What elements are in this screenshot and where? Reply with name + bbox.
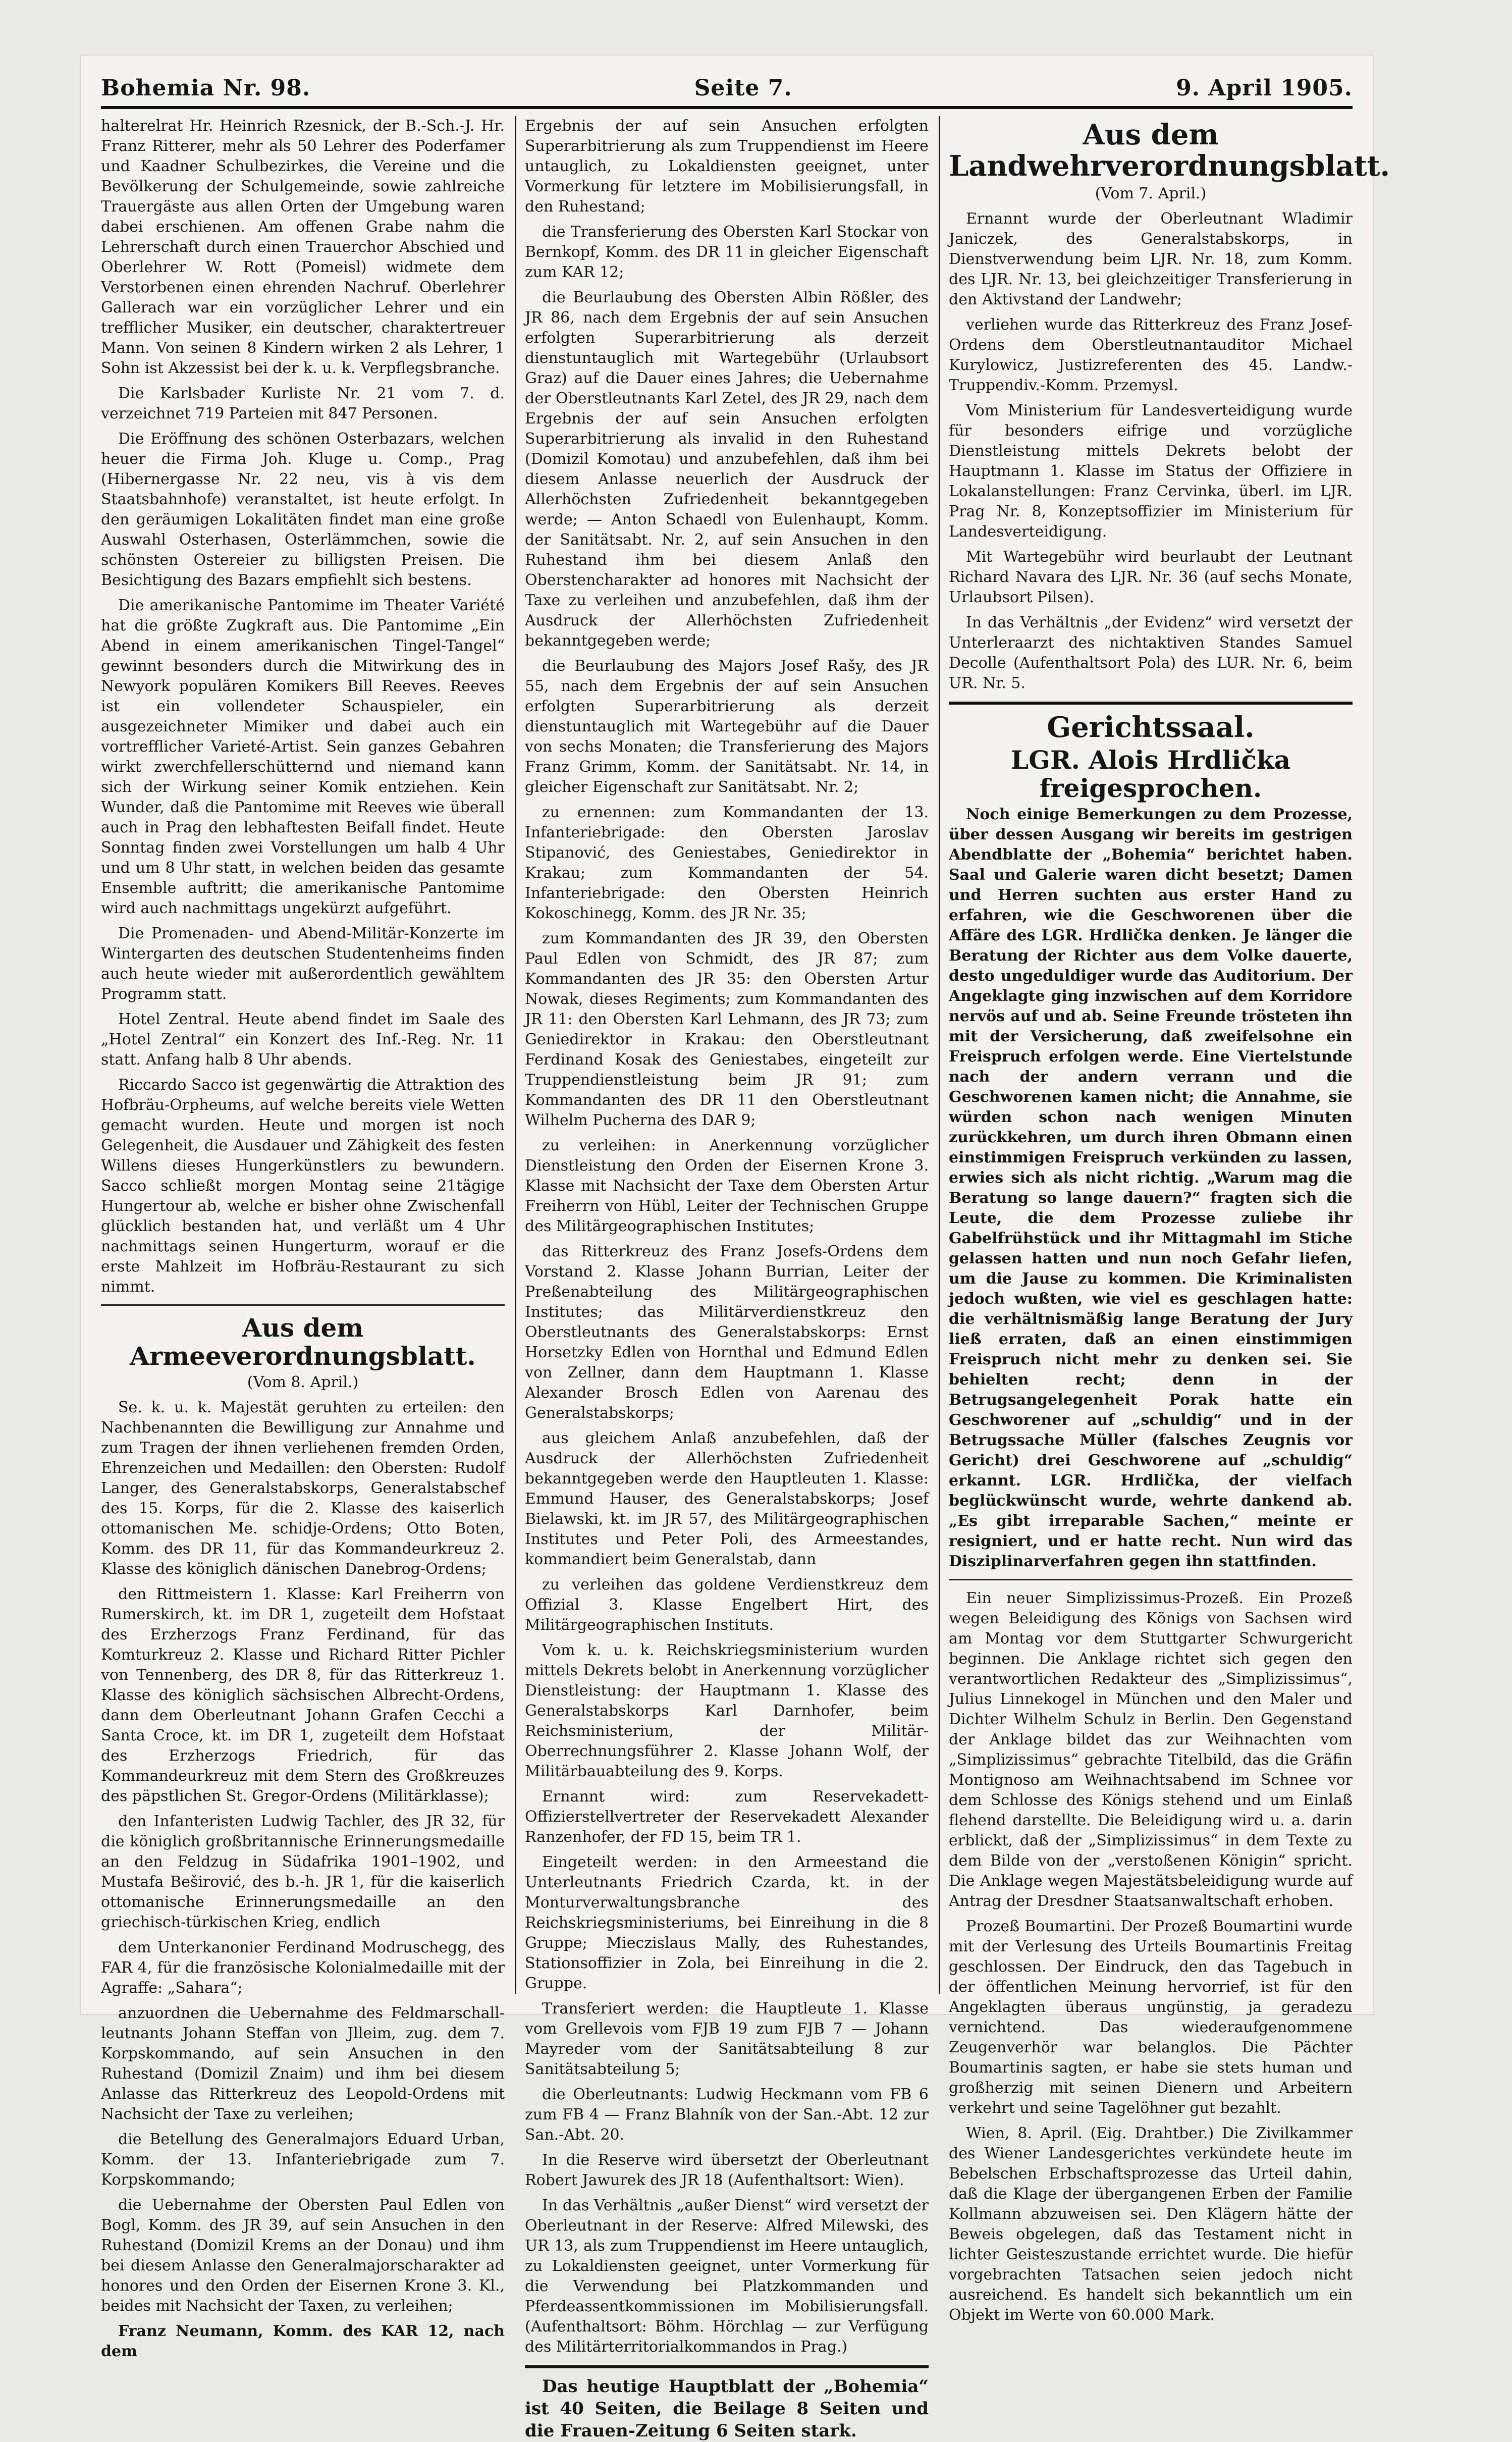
news-item: Prozeß Boumartini. Der Prozeß Boumartini wurde mit der Verlesung des Urteils Boumartinis Freitag geschlossen. Der Eindruck, den das Tagebuch in der öffentlichen Meinung hervorrief, ist für den Angeklagten überaus ungünstig, ja geradezu vernichtend. Das wiederaufgenommene Zeugenverhör war belanglos. Die Pächter Boumartinis sagten, er habe sie stets human und großherzig mit seinen Dienern und Arbeitern verkehrt und seine Tagelöhner gut bezahlt. (949, 1918, 1353, 2117)
news-item: Die Karlsbader Kurliste Nr. 21 vom 7. d. verzeichnet 719 Parteien mit 847 Personen. (101, 385, 505, 422)
column-divider (515, 116, 516, 1994)
paragraph: anzuordnen die Uebernahme des Feldmarschall-leutnants Johann Steffan von Jlleim, zug. dem 7. Korpskommando, auf sein Ansuchen in den Ruhestand (Domizil Znaim) und ihm bei diesem Anlasse das Ritterkreuz des Leopold-Ordens mit Nachsicht der Taxe zu verleihen; (101, 2004, 505, 2123)
header-rule (101, 106, 1353, 109)
paragraph: halterelrat Hr. Heinrich Rzesnick, der B.-Sch.-J. Hr. Franz Ritterer, mehr als 50 Lehrer des Poderfamer und Kaadner Schulbezirkes, die Vereine und die Bevölkerung der Schulgemeinde, sowie zahlreiche Trauergäste aus allen Orten der Umgebung waren dabei erschienen. Am offenen Grabe nahm die Lehrerschaft durch einen Trauerchor Abschied und Oberlehrer W. Rott (Pomeisl) widmete dem Verstorbenen einen ehrenden Nachruf. Oberlehrer Gallerach war ein vorzüglicher Lehrer und ein trefflicher Musiker, ein deutscher, charaktertreuer Mann. Von seinen 8 Kindern wirken 2 als Lehrer, 1 Sohn ist Akzessist bei der k. u. k. Verpflegsbranche. (101, 117, 505, 377)
news-item: Die Promenaden- und Abend-Militär-Konzerte im Wintergarten des deutschen Studentenheims finden auch heute wieder mit außerordentlich gewähltem Programm statt. (101, 925, 505, 1003)
paragraph: Vom Ministerium für Landesverteidigung wurde für besonders eifrige und vorzügliche Dienstleistung mittels Dekrets belobt der Hauptmann 1. Klasse im Status der Offiziere in Lokalanstellungen: Franz Cervinka, überl. im LJR. Prag Nr. 8, Konzeptsoffizier im Ministerium für Landesverteidigung. (949, 402, 1353, 541)
paragraph: die Betellung des Generalmajors Eduard Urban, Komm. der 13. Infanteriebrigade zum 7. Korpskommando; (101, 2131, 505, 2189)
paragraph: zu verleihen: in Anerkennung vorzüglicher Dienstleistung den Orden der Eisernen Krone 3. Klasse mit Nachsicht der Taxe dem Obersten Artur Freiherrn von Hübl, Leiter der Technischen Gruppe des Militärgeographischen Institutes; (525, 1137, 929, 1235)
paragraph: Ernannt wurde der Oberleutnant Wladimir Janiczek, des Generalstabskorps, in Dienstverwendung beim LJR. Nr. 18, zum Komm. des LJR. Nr. 13, bei gleichzeitiger Transferierung in den Aktivstand der Landwehr; (949, 210, 1353, 308)
paragraph: Vom k. u. k. Reichskriegsministerium wurden mittels Dekrets belobt in Anerkennung vorzüglicher Dienstleistung: der Hauptmann 1. Klasse des Generalstabskorps Karl Darnhofer, beim Reichsministerium, der Militär-Oberrechnungsführer 2. Klasse Johann Wolf, der Militärbauabteilung des 9. Korps. (525, 1641, 929, 1780)
news-item: Ein neuer Simplizissimus-Prozeß. Ein Prozeß wegen Beleidigung des Königs von Sachsen wird am Montag vor dem Stuttgarter Schwurgericht beginnen. Die Anklage richtet sich gegen den verantwortlichen Redakteur des „Simplizissimus“, Julius Linnekogel in München und den Maler und Dichter Wilhelm Schulz in Berlin. Den Gegenstand der Anklage bildet das zur Weihnachten vom „Simplizissimus“ gebrachte Titelbild, das die Gräfin Montignoso am Weihnachtsabend im Schnee vor dem Schlosse des Königs stehend und um Einlaß flehend darstellte. Die Beleidigung wird u. a. darin erblickt, daß der „Simplizissimus“ in dem Texte zu dem Bilde von der „verstoßenen Königin“ spricht. Die Anklage wegen Majestätsbeleidigung wurde auf Antrag der Dresdner Staatsanwaltschaft erhoben. (949, 1589, 1353, 1910)
paragraph: die Beurlaubung des Obersten Albin Rößler, des JR 86, nach dem Ergebnis der auf sein Ansuchen erfolgten Superarbitrierung als derzeit dienstuntauglich mit Wartegebühr (Urlaubsort Graz) auf die Dauer eines Jahres; die Uebernahme der Oberstleutnants Karl Zetel, des JR 29, nach dem Ergebnis der auf sein Ansuchen erfolgten Superarbitrierung als invalid in den Ruhestand (Domizil Komotau) und anzubefehlen, daß ihm bei diesem Anlasse neuerlich der Ausdruck der Allerhöchsten Zufriedenheit bekanntgegeben werde; — Anton Schaedl von Eulenhaupt, Komm. der Sanitätsabt. Nr. 2, auf sein Ansuchen in den Ruhestand ihm bei diesem Anlaß den Oberstencharakter ad honores mit Nachsicht der Taxe zu verleihen und anzubefehlen, daß ihm der Ausdruck der Allerhöchsten Zufriedenheit bekanntgegeben werde; (525, 289, 929, 650)
paragraph: dem Unterkanonier Ferdinand Modruschegg, des FAR 4, für die französische Kolonialmedaille mit der Agraffe: „Sahara“; (101, 1939, 505, 1997)
paragraph: Ernannt wird: zum Reservekadett-Offizierstellvertreter der Reservekadett Alexander Ranzenhofer, der FD 15, beim TR 1. (525, 1788, 929, 1846)
paragraph: Ergebnis der auf sein Ansuchen erfolgten Superarbitrierung als zum Truppendienst im Heere untauglich, zu Lokaldiensten geeignet, unter Vormerkung für letztere im Mobilisierungsfall, in den Ruhestand; (525, 117, 929, 216)
paragraph: aus gleichem Anlaß anzubefehlen, daß der Ausdruck der Allerhöchsten Zufriedenheit bekanntgegeben werde den Hauptleuten 1. Klasse: Emmund Hauser, des Generalstabskorps; Josef Bielawski, kt. im JR 57, des Militärgeographischen Institutes und Peter Poli, des Armeestandes, kommandiert beim Generalstab, dann (525, 1429, 929, 1568)
news-item: Wien, 8. April. (Eig. Drahtber.) Die Zivilkammer des Wiener Landesgerichtes verkündete heute im Bebelschen Erbschaftsprozesse das Urteil dahin, daß die Klage der übergangenen Erben der Familie Kollmann abzuweisen sei. Den Klägern hätte der Beweis obgelegen, daß das Testament nicht in lichter Geisteszustande errichtet wurde. Die hiefür vorgebrachten Tatsachen seien jedoch nicht ausreichend. Es handelt sich bekanntlich um ein Objekt im Werte von 60.000 Mark. (949, 2125, 1353, 2324)
article-headline: LGR. Alois Hrdlička freigesprochen. (1011, 745, 1290, 803)
edition-notice: Das heutige Hauptblatt der „Bohemia“ ist 40 Seiten, die Beilage 8 Seiten und die Frauen-Zeitung 6 Seiten stark. (525, 2376, 929, 2441)
section-heading: Gerichtssaal. (1047, 711, 1255, 744)
paragraph: Franz Neumann, Komm. des KAR 12, nach dem (101, 2322, 505, 2360)
paragraph: In das Verhältnis „außer Dienst“ wird versetzt der Oberleutnant in der Reserve: Alfred Milewski, des UR 13, als zum Truppendienst im Heere untauglich, zu Lokaldiensten geeignet, unter Vormerkung für die Verwendung bei Platzkommanden und Pferdeassentkommissionen im Mobilisierungsfall. (Aufenthaltsort: Böhm. Hörchlag — zur Verfügung des Militärterritorialkommandos in Prag.) (525, 2197, 929, 2356)
paragraph: Mit Wartegebühr wird beurlaubt der Leutnant Richard Navara des LJR. Nr. 36 (auf sechs Monate, Urlaubsort Pilsen). (949, 548, 1353, 606)
paragraph: Eingeteilt werden: in den Armeestand die Unterleutnants Friedrich Czarda, kt. in der Monturverwaltungsbranche des Reichskriegsministeriums, bei Einreihung in die 8 Gruppe; Mieczislaus Mally, des Ruhestandes, Stationsoffizier in Zola, bei Einreihung in die 2. Gruppe. (525, 1853, 929, 1992)
running-header (101, 66, 1353, 101)
paper-issue: Bohemia Nr. 98. (101, 75, 311, 101)
paragraph: die Oberleutnants: Ludwig Heckmann vom FB 6 zum FB 4 — Franz Blahník von der San.-Abt. 12 zur San.-Abt. 20. (525, 2086, 929, 2144)
paragraph: In das Verhältnis „der Evidenz“ wird versetzt der Unterleraarzt des nichtaktiven Standes Samuel Decolle (Aufenthaltsort Pola) des LUR. Nr. 6, beim UR. Nr. 5. (949, 614, 1353, 692)
paragraph: Se. k. u. k. Majestät geruhten zu erteilen: den Nachbenannten die Bewilligung zur Annahme und zum Tragen der ihnen verliehenen fremden Orden, Ehrenzeichen und Medaillen: den Obersten: Rudolf Langer, des Generalstabskorps, Generalstabschef des 15. Korps, für die 2. Klasse des kaiserlich ottomanischen Me. schidje-Ordens; Otto Boten, Komm. des DR 11, für das Kommandeurkreuz 2. Klasse des königlich dänischen Danebrog-Ordens; (101, 1399, 505, 1578)
section-divider (101, 1304, 505, 1306)
paragraph: Noch einige Bemerkungen zu dem Prozesse, über dessen Ausgang wir bereits im gestrigen Abendblatte der „Bohemia“ berichtet haben. Saal und Galerie waren dicht besetzt; Damen und Herren suchten aus erster Hand zu erfahren, wie die Geschworenen über die Affäre des LGR. Hrdlička denken. Je länger die Beratung der Richter aus dem Volke dauerte, desto ungeduldiger wurde das Auditorium. Der Angeklagte ging inzwischen auf dem Korridore nervös auf und ab. Seine Freunde trösteten ihn mit der Versicherung, daß zweifelsohne ein Freispruch erfolgen werde. Eine Viertelstunde nach der andern verrann und die Geschworenen kamen nicht; die Annahme, sie würden schon nach wenigen Minuten zurückkehren, um durch ihren Obmann einen einstimmigen Freispruch verkünden zu lassen, erwies sich als nicht richtig. „Warum mag die Beratung so lange dauern?“ fragten sich die Leute, die dem Prozesse zuliebe ihr Gabelfrühstück und ihr Mittagmahl im Stiche gelassen hatten und nun noch Gefahr liefen, um die Jause zu kommen. Die Kriminalisten jedoch wußten, wie viel es geschlagen hatte: die verhältnismäßig lange Beratung der Jury ließ erraten, daß an einen einstimmigen Freispruch nicht mehr zu denken sei. Sie behielten recht; denn in der Betrugsangelegenheit Porak hatte ein Geschworener auf „schuldig“ und in der Betrugssache Müller (falsches Zeugnis vor Gericht) drei Geschworene auf „schuldig“ erkannt. LGR. Hrdlička, der vielfach beglückwünscht wurde, wehrte dankend ab. „Es gibt irreparable Sachen,“ meinte er resigniert, und er hatte recht. Nun wird das Disziplinarverfahren gegen ihn stattfinden. (949, 806, 1353, 1570)
paragraph: verliehen wurde das Ritterkreuz des Franz Josef-Ordens dem Oberstleutnantauditor Michael Kurylowicz, Justizreferenten des 45. Landw.-Truppendiv.-Komm. Przemysl. (949, 316, 1353, 394)
section-heading: Aus dem Landwehrverordnungsblatt. (949, 118, 1390, 183)
paragraph: Transferiert werden: die Hauptleute 1. Klasse vom Grellevois vom FJB 19 zum FJB 7 — Johann Mayreder vom der Sanitätsabteilung 8 zur Sanitätsabteilung 5; (525, 2000, 929, 2078)
section-date: (Vom 8. April.) (247, 1373, 359, 1391)
column-3 (949, 116, 1390, 2324)
news-item: Riccardo Sacco ist gegenwärtig die Attraktion des Hofbräu-Orpheums, auf welche bereits viele Wetten gemacht wurden. Heute und morgen ist noch Gelegenheit, die Ausdauer und Zähigkeit des festen Willens dieses Hungerkünstlers zu bewundern. Sacco schließt morgen Montag seine 21tägige Hungertour ab, welche er bisher ohne Zwischenfall glücklich bestanden hat, und verläßt um 4 Uhr nachmittags seinen Hungerturm, worauf er die erste Mahlzeit im Hofbräu-Restaurant zu sich nimmt. (101, 1076, 505, 1296)
paragraph: die Transferierung des Obersten Karl Stockar von Bernkopf, Komm. des DR 11 in gleicher Eigenschaft zum KAR 12; (525, 223, 929, 281)
column-divider (939, 116, 940, 1994)
paragraph: In die Reserve wird übersetzt der Oberleutnant Robert Jawurek des JR 18 (Aufenthaltsort: Wien). (525, 2151, 929, 2189)
paragraph: zu verleihen das goldene Verdienstkreuz dem Offizial 3. Klasse Engelbert Hirt, des Militärgeographischen Instituts. (525, 1576, 929, 1634)
paragraph: die Uebernahme der Obersten Paul Edlen von Bogl, Komm. des JR 39, auf sein Ansuchen in den Ruhestand (Domizil Krems an der Donau) und ihm bei diesem Anlasse den Generalmajorscharakter ad honores und den Orden der Eisernen Krone 3. Kl., beides mit Nachsicht der Taxen, zu verleihen; (101, 2196, 505, 2315)
news-item: Hotel Zentral. Heute abend findet im Saale des „Hotel Zentral“ ein Konzert des Inf.-Reg. Nr. 11 statt. Anfang halb 8 Uhr abends. (101, 1011, 505, 1069)
page-number: Seite 7. (694, 75, 792, 101)
section-divider (525, 2365, 929, 2368)
section-date: (Vom 7. April.) (1095, 185, 1207, 202)
news-item: Die Eröffnung des schönen Osterbazars, welchen heuer die Firma Joh. Kluge u. Comp., Prag (Hibernergasse Nr. 22 neu, vis à vis dem Staatsbahnhofe) veranstaltet, ist heute erfolgt. In den geräumigen Lokalitäten findet man eine große Auswahl Osterhasen, Osterlämmchen, sowie die schönsten Ostereier zu billigsten Preisen. Die Besichtigung des Bazars empfiehlt sich bestens. (101, 430, 505, 589)
paragraph: zum Kommandanten des JR 39, den Obersten Paul Edlen von Schmidt, des JR 87; zum Kommandanten des JR 35: den Obersten Artur Nowak, dieses Regiments; zum Kommandanten des JR 11: den Obersten Karl Lehmann, des JR 73; zum Geniedirektor in Krakau: den Oberstleutnant Ferdinand Kosak des Geniestabes, eingeteilt zur Truppendienstleistung beim JR 91; zum Kommandanten des DR 11 den Oberstleutnant Wilhelm Pucherna des DAR 9; (525, 930, 929, 1129)
column-2 (525, 116, 929, 2441)
section-divider (949, 1579, 1353, 1580)
paragraph: den Rittmeistern 1. Klasse: Karl Freiherrn von Rumerskirch, kt. im DR 1, zugeteilt dem Hofstaat des Erzherzogs Franz Ferdinand, für das Komturkreuz 2. Klasse und Richard Ritter Pichler von Tennenberg, des DR 8, für das Ritterkreuz 1. Klasse des königlich sächsischen Albrecht-Ordens, dann dem Oberleutnant Johann Grafen Cecchi a Santa Croce, kt. im DR 1, zugeteilt dem Hofstaat des Erzherzogs Friedrich, für das Kommandeurkreuz mit dem Stern des Großkreuzes des päpstlichen St. Gregor-Ordens (Militärklasse); (101, 1585, 505, 1805)
section-heading: Aus dem Armeeverordnungsblatt. (130, 1313, 476, 1371)
paragraph: zu ernennen: zum Kommandanten der 13. Infanteriebrigade: den Obersten Jaroslav Stipanović, des Geniestabes, Geniedirektor in Krakau; zum Kommandanten der 54. Infanteriebrigade: den Obersten Heinrich Kokoschinegg, Komm. des JR Nr. 35; (525, 804, 929, 922)
paragraph: das Ritterkreuz des Franz Josefs-Ordens dem Vorstand 2. Klasse Johann Burrian, Leiter der Preßenabteilung des Militärgeographischen Institutes; das Militärverdienstkreuz den Oberstleutnants des Generalstabskorps: Ernst Horsetzky Edlen von Hornthal und Edmund Edlen von Zellner, dann dem Hauptmann 1. Klasse Alexander Brosch Edlen von Aarenau des Generalstabskorps; (525, 1243, 929, 1422)
column-1 (101, 116, 505, 2360)
news-item: Die amerikanische Pantomime im Theater Variété hat die größte Zugkraft aus. Die Pantomime „Ein Abend in einem amerikanischen Tingel-Tangel“ gewinnt besonders durch die Mitwirkung des in Newyork populären Komikers Bill Reeves. Reeves ist ein vollendeter Schauspieler, ein ausgezeichneter Mimiker und dabei auch ein vortrefflicher Varieté-Artist. Sein ganzes Gebahren wirkt zwerchfellerschütternd und niemand kann sich der Wirkung seiner Komik entziehen. Kein Wunder, daß die Pantomime mit Reeves wie überall auch in Prag den lebhaftesten Beifall findet. Heute Sonntag finden zwei Vorstellungen um halb 4 Uhr und um 8 Uhr statt, in welchen beiden das gesamte Ensemble auftritt; die amerikanische Pantomime wird auch nachmittags ungekürzt aufgeführt. (101, 597, 505, 917)
issue-date: 9. April 1905. (1176, 75, 1353, 101)
section-divider (949, 702, 1353, 705)
paragraph: den Infanteristen Ludwig Tachler, des JR 32, für die königlich großbritannische Erinnerungsmedaille an den Feldzug in Südafrika 1901–1902, und Mustafa Beširović, des b.-h. JR 1, für die kaiserlich ottomanische Erinnerungsmedaille an den griechisch-türkischen Krieg, endlich (101, 1813, 505, 1931)
paragraph: die Beurlaubung des Majors Josef Rašy, des JR 55, nach dem Ergebnis der auf sein Ansuchen erfolgten Superarbitrierung als derzeit dienstuntauglich mit Wartegebühr auf die Dauer von sechs Monaten; die Transferierung des Majors Franz Grimm, Komm. der Sanitätsabt. Nr. 14, in gleicher Eigenschaft zur Sanitätsabt. Nr. 2; (525, 657, 929, 796)
newspaper-page (81, 56, 1390, 2441)
